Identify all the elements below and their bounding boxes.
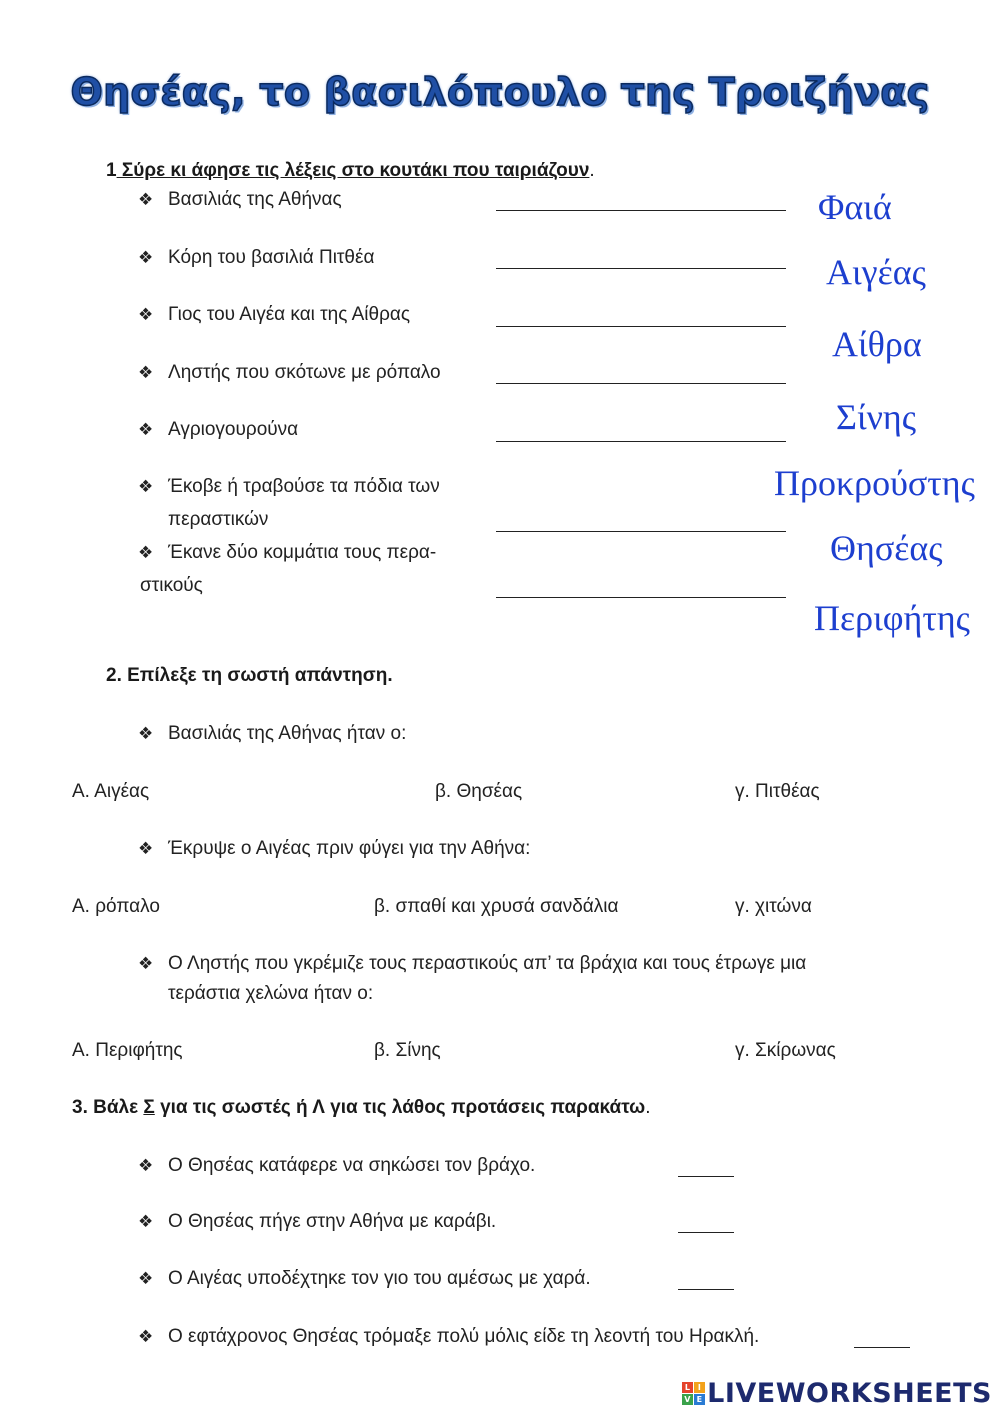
section-1-heading-end: . [589,160,595,181]
drag-word-sinis[interactable]: Σίνης [836,397,916,437]
bullet-icon: ❖ [138,1212,154,1231]
bullet-icon: ❖ [138,190,154,209]
tf-item-2 [138,1211,496,1233]
bullet-icon: ❖ [138,1269,154,1288]
mc-q3-option-a[interactable]: Α. Περιφήτης [72,1040,183,1061]
mc-question-3-cont: τεράστια χελώνα ήταν ο: [168,983,374,1004]
tf-item-text: Ο Θησέας πήγε στην Αθήνα με καράβι. [168,1211,497,1232]
bullet-icon: ❖ [138,248,154,267]
match-drop-box-4[interactable] [496,383,786,384]
mc-question-2 [138,838,530,860]
mc-question-text: Έκρυψε ο Αιγέας πριν φύγει για την Αθήνα: [168,838,531,859]
tf-item-4 [138,1326,759,1348]
match-item-label: Κόρη του βασιλιά Πιτθέα [168,247,375,268]
liveworksheets-logo [682,1378,992,1409]
drag-word-faia[interactable]: Φαιά [818,187,892,227]
drag-word-prokroustis[interactable]: Προκρούστης [774,463,975,503]
bullet-icon: ❖ [138,363,154,382]
match-item-7-cont: στικούς [140,575,203,596]
mc-question-1 [138,723,406,745]
drag-word-theseas[interactable]: Θησέας [830,528,943,568]
match-item-label: Ληστής που σκότωνε με ρόπαλο [168,362,441,383]
match-item-7 [138,542,436,564]
match-item-2 [138,247,374,269]
match-drop-box-2[interactable] [496,268,786,269]
bullet-icon: ❖ [138,839,154,858]
drag-word-aigeas[interactable]: Αιγέας [826,252,926,292]
worksheet-title: Θησέας, το βασιλόπουλο της Τροιζήνας [70,70,930,114]
tf-answer-4[interactable] [854,1347,910,1348]
mc-q2-option-b[interactable]: β. σπαθί και χρυσά σανδάλια [374,896,619,917]
match-item-3 [138,304,410,326]
tf-item-1 [138,1155,535,1177]
section-3-heading-b: για τις σωστές ή Λ για τις λάθος προτάσεις παρακάτω [154,1097,646,1118]
tf-item-3 [138,1268,591,1290]
bullet-icon: ❖ [138,420,154,439]
match-drop-box-6[interactable] [496,531,786,532]
match-item-label: Έκοβε ή τραβούσε τα πόδια των [168,476,440,497]
mc-question-text: Ο Ληστής που γκρέμιζε τους περαστικούς απ’ τα βράχια και τους έτρωγε μια [168,953,807,974]
mc-q2-option-a[interactable]: Α. ρόπαλο [72,896,160,917]
section-3-heading-a: 3. Βάλε [72,1097,144,1118]
mc-question-text: Βασιλιάς της Αθήνας ήταν ο: [168,723,407,744]
mc-question-3 [138,953,806,975]
liveworksheets-logo-icon: L I V E [682,1382,705,1405]
match-item-5 [138,419,298,441]
match-item-label: Βασιλιάς της Αθήνας [168,189,342,210]
drag-word-aithra[interactable]: Αίθρα [832,324,922,364]
bullet-icon: ❖ [138,954,154,973]
tf-answer-1[interactable] [678,1176,734,1177]
bullet-icon: ❖ [138,543,154,562]
match-item-label: Έκανε δύο κομμάτια τους περα- [168,542,437,563]
tf-answer-2[interactable] [678,1232,734,1233]
tf-item-text: Ο Αιγέας υποδέχτηκε τον γιο του αμέσως με χαρά. [168,1268,591,1289]
section-2-heading: 2. Επίλεξε τη σωστή απάντηση. [106,665,393,686]
match-drop-box-1[interactable] [496,210,786,211]
bullet-icon: ❖ [138,1156,154,1175]
tf-item-text: Ο Θησέας κατάφερε να σηκώσει τον βράχο. [168,1155,536,1176]
section-3-heading [72,1097,650,1119]
tf-answer-3[interactable] [678,1289,734,1290]
tf-item-text: Ο εφτάχρονος Θησέας τρόμαξε πολύ μόλις είδε τη λεοντή του Ηρακλή. [168,1326,760,1347]
match-item-6 [138,476,440,498]
section-1-heading-text: Σύρε κι άφησε τις λέξεις στο κουτάκι που ταιριάζουν [116,160,590,181]
match-item-label: Γιος του Αιγέα και της Αίθρας [168,304,411,325]
mc-q3-option-c[interactable]: γ. Σκίρωνας [735,1040,836,1061]
match-item-1 [138,189,342,211]
liveworksheets-logo-text: LIVEWORKSHEETS [707,1378,992,1409]
section-3-heading-sigma: Σ [143,1097,155,1118]
bullet-icon: ❖ [138,1327,154,1346]
section-3-heading-end: . [645,1097,651,1118]
match-item-4 [138,362,441,384]
bullet-icon: ❖ [138,305,154,324]
match-drop-box-3[interactable] [496,326,786,327]
mc-q3-option-b[interactable]: β. Σίνης [374,1040,441,1061]
drag-word-perifitis[interactable]: Περιφήτης [814,598,970,638]
match-drop-box-5[interactable] [496,441,786,442]
section-1-number: 1 [106,160,117,181]
section-1-heading [106,160,595,182]
match-drop-box-7[interactable] [496,597,786,598]
mc-q1-option-b[interactable]: β. Θησέας [435,781,523,802]
mc-q2-option-c[interactable]: γ. χιτώνα [735,896,812,917]
mc-q1-option-a[interactable]: Α. Αιγέας [72,781,150,802]
match-item-6-cont: περαστικών [168,509,269,530]
bullet-icon: ❖ [138,724,154,743]
match-item-label: Αγριογουρούνα [168,419,299,440]
mc-q1-option-c[interactable]: γ. Πιτθέας [735,781,820,802]
bullet-icon: ❖ [138,477,154,496]
